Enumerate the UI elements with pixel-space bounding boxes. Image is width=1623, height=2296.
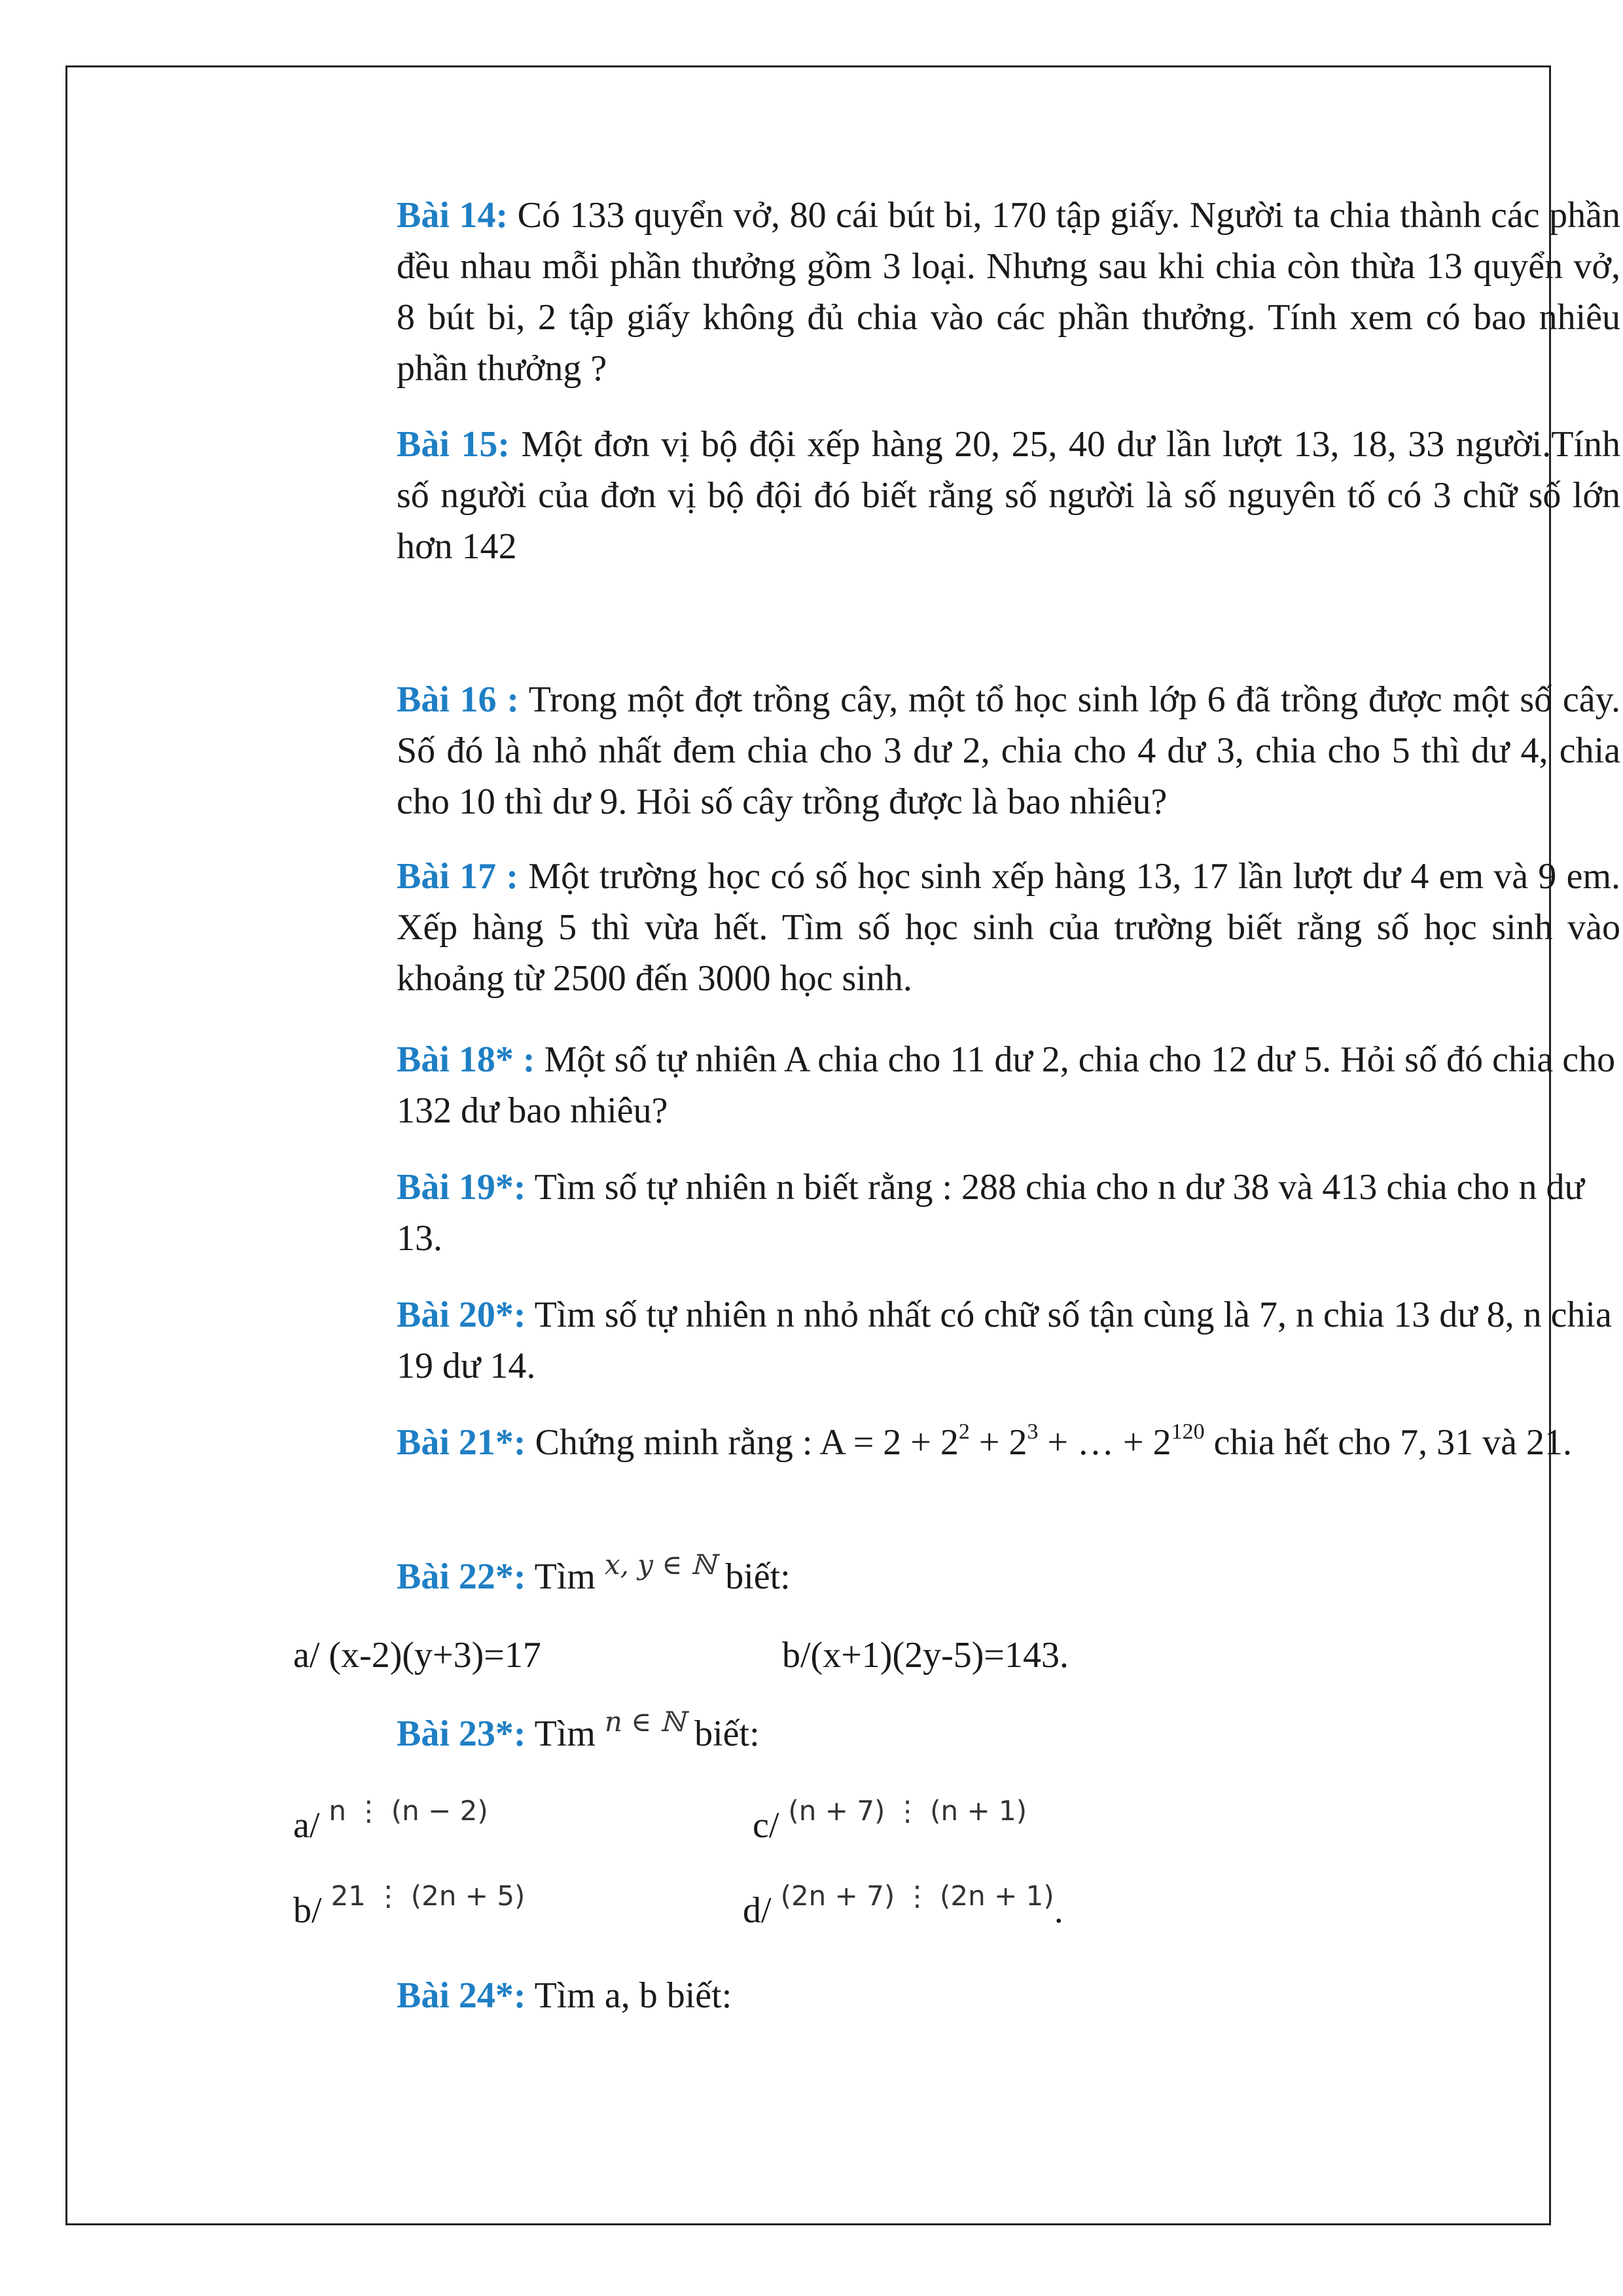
problem-text: Tìm <box>534 1713 596 1754</box>
part-label: b/ <box>293 1890 322 1931</box>
problem-text: Một đơn vị bộ đội xếp hàng 20, 25, 40 dư lần lượt 13, 18, 33 người.Tính số người của đơn vị bộ đội đó biết rằng số người là số nguyên tố có 3 chữ số lớn hơn 142 <box>397 424 1621 567</box>
problem-label: Bài 24*: <box>397 1975 526 2016</box>
problem-label: Bài 14: <box>397 195 508 236</box>
problem-label: Bài 22*: <box>397 1556 526 1597</box>
problem-text-mid: + … + 2 <box>1038 1422 1171 1463</box>
problem-text: Tìm <box>534 1556 596 1597</box>
problem-label: Bài 19*: <box>397 1167 526 1208</box>
problem-16 <box>397 674 1620 827</box>
math-expression: n ∈ ℕ <box>604 1706 686 1738</box>
problem-label: Bài 23*: <box>397 1713 526 1754</box>
part-label: d/ <box>743 1890 772 1931</box>
problem-label: Bài 17 : <box>397 856 519 897</box>
part-label: a/ <box>293 1805 320 1846</box>
problem-15 <box>397 419 1620 572</box>
problem-label: Bài 18* : <box>397 1039 535 1080</box>
problem-text: biết: <box>694 1713 760 1754</box>
problem-23-part-b <box>293 1880 526 1939</box>
problem-text: Trong một đợt trồng cây, một tổ học sinh lớp 6 đã trồng được một số cây. Số đó là nhỏ nhất đem chia cho 3 dư 2, chia cho 4 dư 3, chia cho 5 thì dư 4, chia cho 10 thì dư 9. Hỏi số cây trồng được là bao nhiêu? <box>397 679 1620 822</box>
math-expression: x, y ∈ ℕ <box>604 1549 717 1581</box>
problem-text: Tìm a, b biết: <box>534 1975 732 2016</box>
problem-23-part-a <box>293 1795 488 1854</box>
problem-text: Một số tự nhiên A chia cho 11 dư 2, chia cho 12 dư 5. Hỏi số đó chia cho 132 dư bao nhiêu? <box>397 1039 1616 1131</box>
problem-18 <box>397 1034 1620 1136</box>
problem-text: Tìm số tự nhiên n nhỏ nhất có chữ số tận cùng là 7, n chia 13 dư 8, n chia 19 dư 14. <box>397 1295 1612 1386</box>
problem-text: Tìm số tự nhiên n biết rằng : 288 chia cho n dư 38 và 413 chia cho n dư 13. <box>397 1167 1584 1259</box>
problem-22-part-a: a/ (x-2)(y+3)=17 <box>293 1635 541 1676</box>
problem-24 <box>397 1970 1620 2021</box>
problem-23-part-d <box>743 1880 1063 1939</box>
math-expression: (n + 7) ⋮ (n + 1) <box>788 1795 1027 1827</box>
math-expression: (2n + 7) ⋮ (2n + 1) <box>780 1880 1054 1912</box>
problem-14 <box>397 190 1620 394</box>
problem-23 <box>397 1708 1620 1762</box>
problem-text: Một trường học có số học sinh xếp hàng 13, 17 lần lượt dư 4 em và 9 em. Xếp hàng 5 thì vừa hết. Tìm số học sinh của trường biết rằng số học sinh vào khoảng từ 2500 đến 3000 học sinh. <box>397 856 1621 999</box>
problem-text-mid: + 2 <box>969 1422 1027 1463</box>
problem-22 <box>397 1551 1620 1605</box>
problem-label: Bài 16 : <box>397 679 520 720</box>
problem-20 <box>397 1289 1620 1391</box>
problem-23-part-c <box>753 1795 1027 1854</box>
exponent: 2 <box>958 1420 970 1444</box>
problem-text: Có 133 quyển vở, 80 cái bút bi, 170 tập giấy. Người ta chia thành các phần đều nhau mỗi phần thưởng gồm 3 loại. Nhưng sau khi chia còn thừa 13 quyển vở, 8 bút bi, 2 tập giấy không đủ chia vào các phần thưởng. Tính xem có bao nhiêu phần thưởng ? <box>397 195 1620 389</box>
problem-label: Bài 21*: <box>397 1422 526 1463</box>
math-expression: n ⋮ (n − 2) <box>329 1795 488 1827</box>
problem-text-end: chia hết cho 7, 31 và 21. <box>1204 1422 1573 1463</box>
exponent: 120 <box>1171 1420 1205 1444</box>
problem-22-part-b: b/(x+1)(2y-5)=143. <box>782 1635 1069 1676</box>
problem-label: Bài 20*: <box>397 1295 526 1335</box>
math-expression: 21 ⋮ (2n + 5) <box>330 1880 526 1912</box>
problem-17 <box>397 851 1620 1004</box>
problem-text: biết: <box>725 1556 791 1597</box>
part-label: c/ <box>753 1805 779 1846</box>
problem-21 <box>397 1417 1620 1468</box>
problem-text-start: Chứng minh rằng : A = 2 + 2 <box>535 1422 959 1463</box>
end-period: . <box>1054 1890 1063 1931</box>
problem-label: Bài 15: <box>397 424 510 465</box>
exponent: 3 <box>1027 1420 1039 1444</box>
problem-19 <box>397 1162 1620 1264</box>
